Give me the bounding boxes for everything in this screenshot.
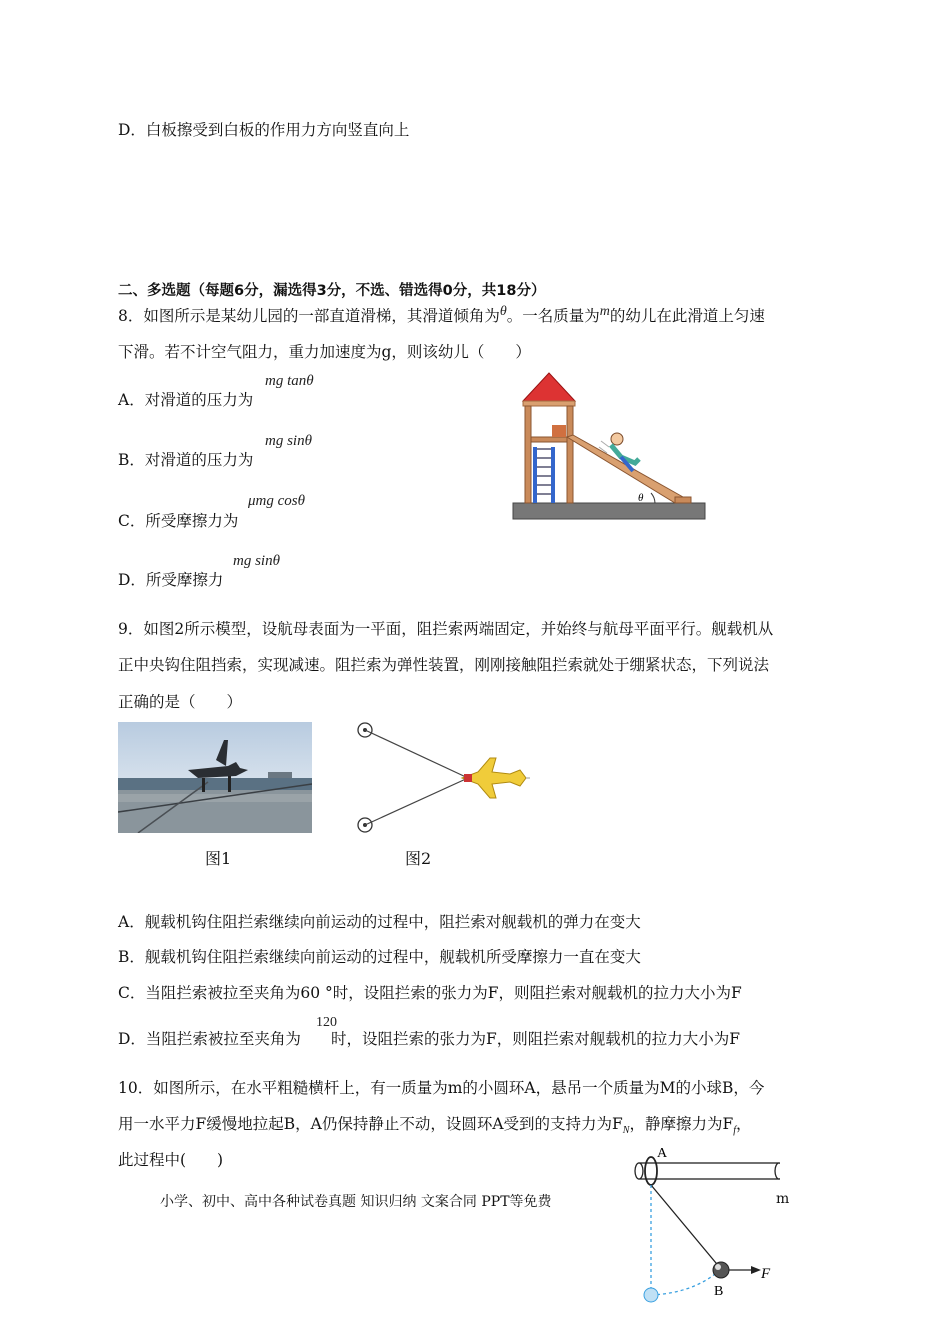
q8-mass: m	[599, 304, 610, 319]
q10-stem-line2	[118, 1112, 752, 1136]
ring-ball-figure	[615, 1143, 780, 1304]
q8-option-a[interactable]: A．对滑道的压力为	[118, 391, 254, 409]
q10-stem-line1: 10．如图所示，在水平粗糙横杆上，有一质量为m的小圆环A，悬吊一个质量为M的小球B，今	[118, 1079, 765, 1097]
jet-icon	[462, 758, 530, 798]
q7-option-d: D．白板擦受到白板的作用力方向竖直向上	[118, 121, 410, 139]
q9-option-d-angle: 120	[316, 1015, 337, 1030]
figure2-caption: 图2	[405, 849, 432, 868]
q8-stem-a: 8．如图所示是某幼儿园的一部直道滑梯，其滑道倾角为	[118, 307, 500, 326]
q9-option-d-a: D．当阻拦索被拉至夹角为	[118, 1030, 301, 1048]
arresting-cable-diagram	[350, 718, 535, 840]
figure1-caption: 图1	[205, 849, 232, 868]
label-a: A	[657, 1146, 668, 1161]
q9-option-d[interactable]	[118, 1027, 740, 1049]
q8-theta: θ	[499, 304, 507, 319]
q9-option-c[interactable]: C．当阻拦索被拉至夹角为60 °时，设阻拦索的张力为F，则阻拦索对舰载机的拉力大小为F	[118, 984, 742, 1002]
q9-option-d-b: 时，设阻拦索的张力为F，则阻拦索对舰载机的拉力大小为F	[330, 1030, 740, 1048]
slide-figure	[505, 365, 715, 525]
section-title: 二、多选题（每题6分，漏选得3分，不选、错选得0分，共18分）	[118, 283, 546, 299]
q10-stem-mid: ，静摩擦力为F	[629, 1115, 734, 1133]
q10-sub-n: N	[622, 1125, 630, 1137]
q8-option-d-formula: mg sinθ	[233, 553, 280, 569]
label-f: F	[761, 1266, 771, 1282]
q10-stem-line3: 此过程中( )	[118, 1151, 224, 1169]
q9-stem-line3: 正确的是（ ）	[118, 693, 243, 711]
q8-option-c[interactable]: C．所受摩擦力为	[118, 512, 239, 530]
q8-option-d[interactable]: D．所受摩擦力	[118, 571, 224, 589]
slide-theta-label: θ	[638, 492, 644, 504]
q10-stem-end: ，	[736, 1115, 752, 1133]
q9-stem-line2: 正中央钩住阻挡索，实现减速。阻拦索为弹性装置，刚刚接触阻拦索就处于绷紧状态，下列说法	[118, 656, 770, 674]
q8-option-a-formula: mg tanθ	[265, 373, 314, 389]
q8-option-c-formula: μmg cosθ	[248, 493, 305, 509]
q9-stem-line1: 9．如图2所示模型，设航母表面为一平面，阻拦索两端固定，并始终与航母平面平行。舰载机从	[118, 620, 774, 638]
footer-text-right: m	[776, 1191, 790, 1207]
q8-option-b-formula: mg sinθ	[265, 433, 312, 449]
q10-sub-f: f	[733, 1125, 737, 1137]
carrier-photo	[118, 722, 312, 833]
q8-stem-line1	[118, 304, 765, 326]
q9-option-b[interactable]: B．舰载机钩住阻拦索继续向前运动的过程中，舰载机所受摩擦力一直在变大	[118, 948, 641, 966]
q8-stem-b: 。一名质量为	[506, 307, 600, 326]
q8-option-b[interactable]: B．对滑道的压力为	[118, 451, 254, 469]
label-b: B	[714, 1284, 724, 1299]
q9-option-a[interactable]: A．舰载机钩住阻拦索继续向前运动的过程中，阻拦索对舰载机的弹力在变大	[118, 913, 641, 931]
footer-text: 小学、初中、高中各种试卷真题 知识归纳 文案合同 PPT等免费	[160, 1194, 552, 1210]
q10-stem-a: 用一水平力F缓慢地拉起B，A仍保持静止不动，设圆环A受到的支持力为F	[118, 1115, 623, 1133]
q8-stem-c: 的幼儿在此滑道上匀速	[609, 307, 765, 326]
q8-stem-line2: 下滑。若不计空气阻力，重力加速度为g，则该幼儿（ ）	[118, 343, 531, 361]
